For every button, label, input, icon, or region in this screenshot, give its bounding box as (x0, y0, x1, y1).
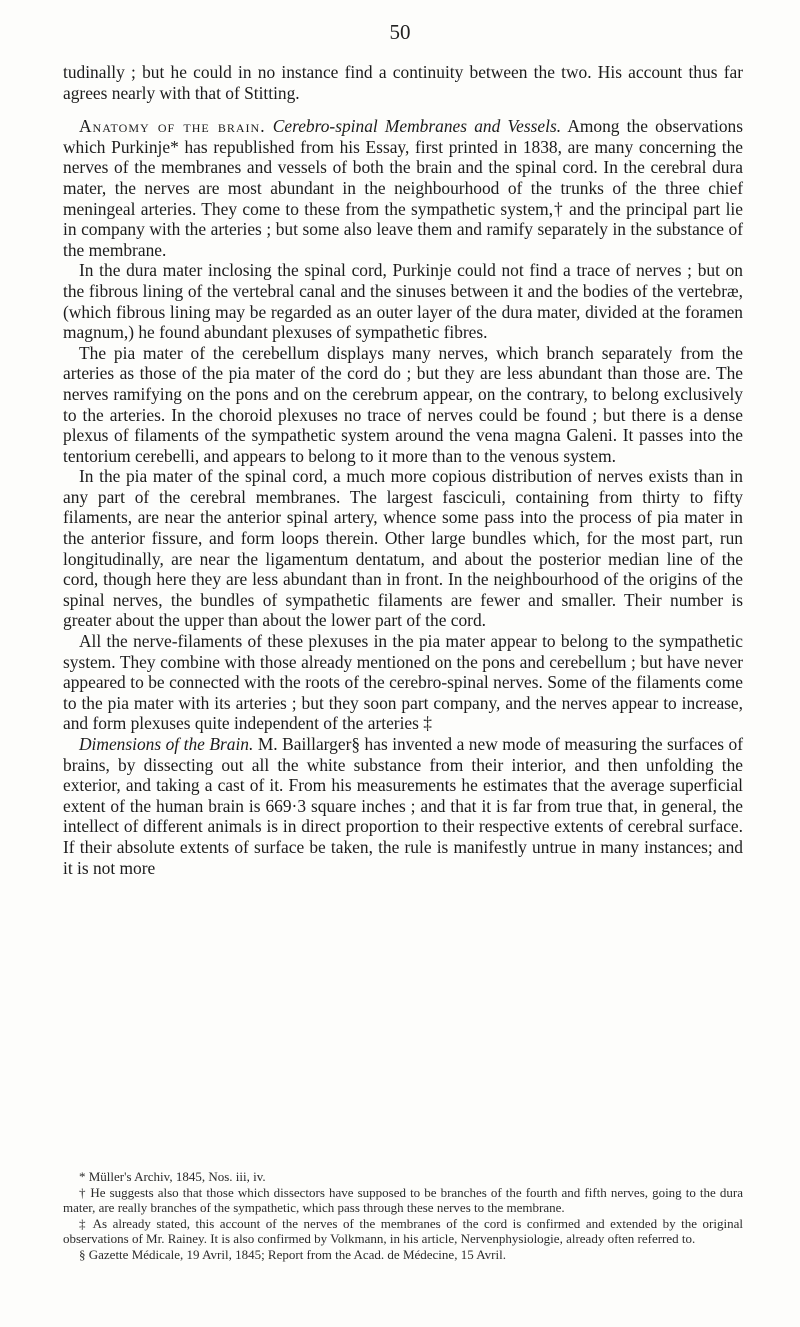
section-heading-membranes: Cerebro-spinal Membranes and Vessels. (272, 116, 562, 137)
footnote-double-dagger: ‡ As already stated, this account of the nerves of the membranes of the cord is confirmed and extended by the original observations of Mr. Rainey. It is also confirmed by Volkmann, in his article, Nervenphysiologie, already often referred to. (63, 1215, 743, 1246)
paragraph-text: M. Baillarger§ has invented a new mode of measuring the surfaces of brains, by dissecting out all the white substance from their interior, and then unfolding the exterior, and taking a cast of it. From his measurements he estimates that the average superficial extent of the human brain is 669·3 square inches ; and that it is far from true that, in general, the intellect of different animals is in direct proportion to their respective extents of cerebral surface. If their absolute extents of surface be taken, the rule is manifestly untrue in many instances; and it is not more (63, 734, 743, 878)
paragraph-text: Among the observations which Purkinje* has republished from his Essay, first printed in 1838, are many concerning the nerves of the membranes and vessels of both the brain and the spinal cord. In the cerebral dura mater, the nerves are most abundant in the neighbourhood of the trunks of the three chief meningeal arteries. They come to these from the sympathetic system,† and the principal part lie in company with the arteries ; but some also leave them and ramify separately in the substance of the membrane. (63, 116, 743, 260)
section-lead: Anatomy of the brain. (79, 116, 266, 137)
paragraph-pia-mater-spinal: In the pia mater of the spinal cord, a much more copious distribution of nerves exists than in any part of the cerebral membranes. The largest fasciculi, containing from thirty to fifty filaments, are near the anterior spinal artery, whence some pass into the process of pia mater in the anterior fissure, and form loops therein. Other large bundles which, for the most part, run longitudinally, are near the ligamentum dentatum, and about the posterior median line of the cord, though here they are less abundant than in front. In the neighbourhood of the origins of the spinal nerves, the bundles of sympathetic filaments are fewer and smaller. Their number is greater about the upper than about the lower part of the cord. (63, 466, 743, 631)
paragraph-dura-mater-spinal: In the dura mater inclosing the spinal cord, Purkinje could not find a trace of nerves ; but on the fibrous lining of the vertebral canal and the sinuses between it and the bodies of the vertebræ, (which fibrous lining may be regarded as an outer layer of the dura mater, divided at the foramen magnum,) he found abundant plexuses of sympathetic fibres. (63, 260, 743, 343)
paragraph-nerve-filaments: All the nerve-filaments of these plexuses in the pia mater appear to belong to the sympathetic system. They combine with those already mentioned on the pons and cerebellum ; but have never appeared to be connected with the roots of the cerebro-spinal nerves. Some of the filaments come to the pia mater with its arteries ; but they soon part company, and the nerves appear to increase, and form plexuses quite independent of the arteries ‡ (63, 631, 743, 734)
paragraph-continuation: tudinally ; but he could in no instance find a continuity between the two. His account thus far agrees nearly with that of Stitting. (63, 62, 743, 103)
page-number: 50 (389, 20, 411, 44)
footnote-section: § Gazette Médicale, 19 Avril, 1845; Report from the Acad. de Médecine, 15 Avril. (79, 1246, 506, 1262)
paragraph-dimensions (63, 734, 743, 878)
footnote-asterisk: * Müller's Archiv, 1845, Nos. iii, iv. (79, 1169, 266, 1184)
paragraph-pia-mater-cerebellum: The pia mater of the cerebellum displays many nerves, which branch separately from the arteries as those of the pia mater of the cord do ; but they are less abundant than those are. The nerves ramifying on the pons and on the cerebrum appear, on the contrary, to belong exclusively to the arteries. In the choroid plexuses no trace of nerves could be found ; but there is a dense plexus of filaments of the sympathetic system around the vena magna Galeni. It passes into the tentorium cerebelli, and appears to belong to it more than to the venous system. (63, 342, 743, 466)
footnotes (63, 1169, 743, 1262)
section-heading-dimensions: Dimensions of the Brain. (79, 734, 254, 754)
footnote-dagger: † He suggests also that those which dissectors have supposed to be branches of the fourth and fifth nerves, going to the dura mater, are really branches of the sympathetic, which pass through these nerves to the membrane. (63, 1184, 743, 1215)
paragraph-anatomy-brain (63, 116, 743, 260)
main-text (63, 62, 743, 878)
